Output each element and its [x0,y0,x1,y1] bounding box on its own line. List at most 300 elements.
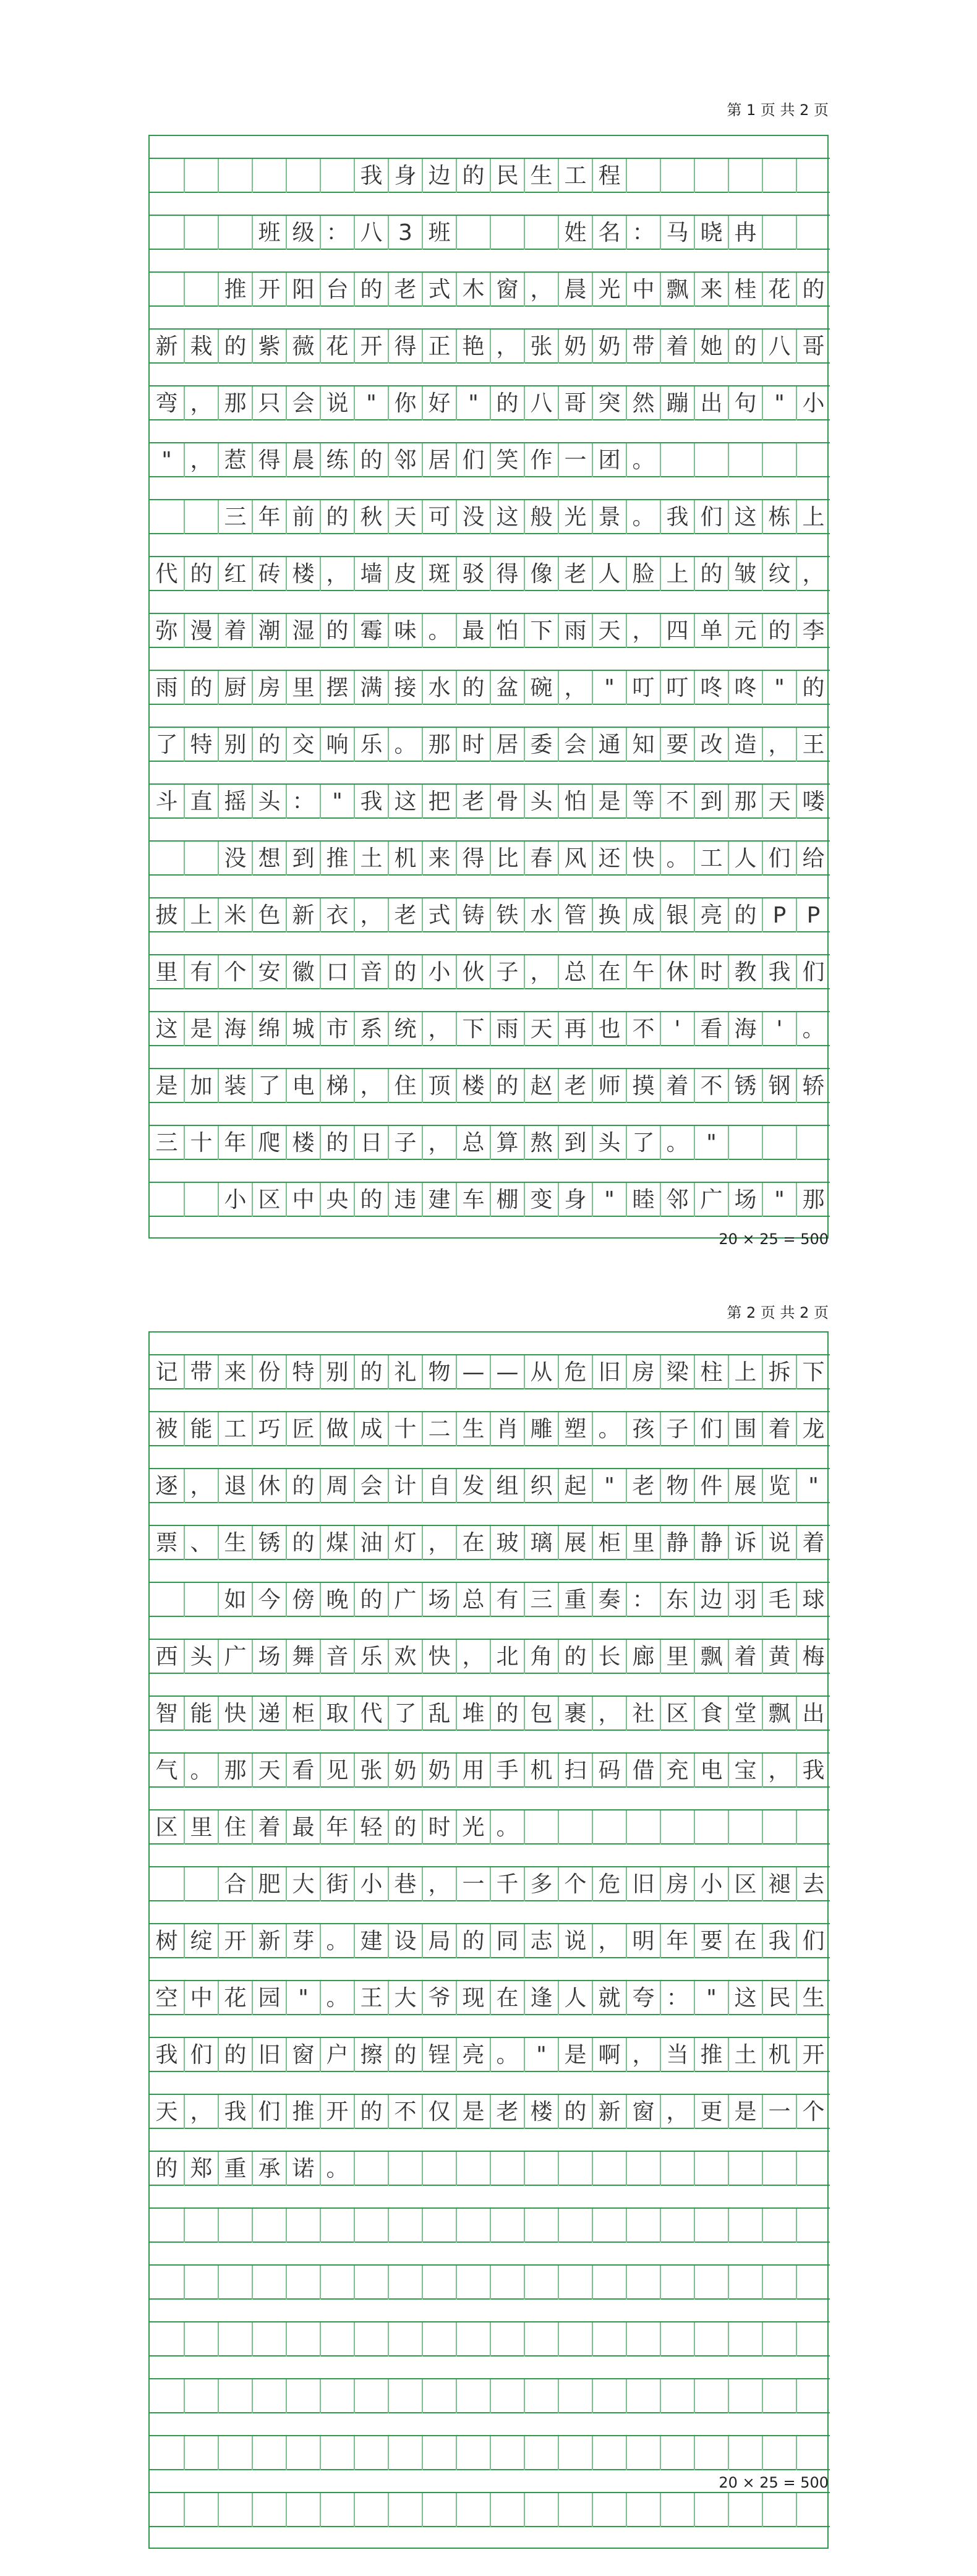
grid-cell: 熬 [524,1126,558,1160]
grid-cell [762,2322,796,2356]
grid-cell: 志 [524,1924,558,1958]
grid-cell: 一 [558,443,592,477]
grid-cell: 纹 [762,557,796,591]
grid-cell: 可 [422,500,456,534]
grid-cell: " [762,671,796,705]
grid-cell: 是 [184,1012,218,1046]
grid-cell: 欢 [388,1640,422,1674]
grid-cell: ， [422,1526,456,1560]
grid-cell: 上 [660,557,694,591]
grid-cell [660,443,694,477]
grid-cell: 场 [728,1183,762,1217]
grid-cell: 总 [456,1126,490,1160]
grid-cell: 四 [660,614,694,648]
grid-cell: 乱 [422,1697,456,1731]
grid-cell [456,2493,490,2527]
grid-cell: ， [626,2038,660,2072]
grid-cell [184,159,218,193]
grid-cell: 们 [796,955,830,989]
grid-cell: 出 [694,386,728,420]
grid-cell: 顶 [422,1069,456,1103]
grid-cell: 这 [490,500,524,534]
grid-cell [796,2209,830,2243]
grid-cell: 的 [388,2038,422,2072]
grid-cell: 等 [626,785,660,819]
grid-cell: " [354,386,388,420]
grid-cell: 、 [184,1526,218,1560]
grid-cell [796,1810,830,1845]
grid-cell: 天 [388,500,422,534]
grid-cell: 的 [184,671,218,705]
grid-cell [762,443,796,477]
grid-cell: 设 [388,1924,422,1958]
grid-cell: " [694,1981,728,2015]
grid-cell: 场 [252,1640,286,1674]
grid-cell: 工 [694,842,728,876]
grid-cell: 咚 [694,671,728,705]
grid-cell: 区 [252,1183,286,1217]
grid-cell [490,216,524,250]
grid-cell: 自 [422,1469,456,1503]
grid-cell: 发 [456,1469,490,1503]
grid-cell: 的 [354,2095,388,2129]
grid-cell: ， [626,614,660,648]
grid-cell: 承 [252,2152,286,2186]
grid-cell: 老 [388,273,422,307]
grid-cell: 了 [626,1126,660,1160]
grid-row [150,1583,830,1617]
grid-cell: 雕 [524,1412,558,1446]
grid-cell: 再 [558,1012,592,1046]
grid-cell [558,2379,592,2413]
grid-cell: 人 [592,557,626,591]
grid-cell: 电 [286,1069,320,1103]
grid-cell: 气 [155,1757,178,1783]
grid-cell: 口 [320,955,354,989]
grid-cell [694,2379,728,2413]
grid-cell: 礼 [388,1355,422,1389]
grid-cell [796,2493,830,2527]
page-footer: 20 × 25 = 500 [719,2474,829,2491]
grid-cell: 赵 [524,1069,558,1103]
grid-cell: 老 [626,1469,660,1503]
grid-cell: 东 [660,1583,694,1617]
grid-cell: 老 [456,785,490,819]
grid-cell: 头 [184,1640,218,1674]
grid-cell: 个 [796,2095,830,2129]
grid-cell: 民 [762,1981,796,2015]
grid-cell: 弥 [155,618,178,644]
grid-cell: 推 [320,842,354,876]
grid-cell: 三 [524,1583,558,1617]
grid-row [150,955,830,989]
grid-cell: 一 [762,2095,796,2129]
grid-cell: 也 [592,1012,626,1046]
grid-cell: ： [660,1981,694,2015]
grid-cell: 开 [796,2038,830,2072]
grid-cell: 她 [694,330,728,364]
grid-cell: 绽 [184,1924,218,1958]
grid-cell: 现 [456,1981,490,2015]
grid-cell: " [161,447,172,473]
grid-cell: 重 [558,1583,592,1617]
grid-row [150,1640,830,1674]
grid-cell [524,2152,558,2186]
grid-cell: 着 [762,1412,796,1446]
grid-cell: 响 [320,728,354,762]
grid-cell: 擦 [354,2038,388,2072]
grid-cell: 。 [490,2038,524,2072]
grid-cell [320,2209,354,2243]
grid-cell: 的 [218,2038,252,2072]
grid-cell: 霉 [354,614,388,648]
grid-cell: 棚 [490,1183,524,1217]
grid-row [150,728,830,762]
grid-cell [218,159,252,193]
grid-cell [694,2493,728,2527]
grid-cell [524,2379,558,2413]
grid-cell: 带 [184,1355,218,1389]
grid-cell: 窗 [286,2038,320,2072]
grid-cell: 巧 [252,1412,286,1446]
grid-cell: 碗 [524,671,558,705]
grid-cell: " [762,386,796,420]
grid-cell [728,2322,762,2356]
grid-cell: 奏 [592,1583,626,1617]
grid-cell: 天 [252,1754,286,1788]
grid-cell: 光 [592,273,626,307]
grid-cell: 般 [524,500,558,534]
composition-grid [148,1331,829,2549]
page-header: 第 2 页 共 2 页 [727,1304,829,1321]
grid-cell: 里 [626,1526,660,1560]
grid-cell: 计 [388,1469,422,1503]
grid-cell: 摇 [218,785,252,819]
grid-cell [286,2322,320,2356]
grid-cell: 音 [320,1640,354,1674]
grid-cell [796,2152,830,2186]
grid-cell: 元 [728,614,762,648]
grid-cell [286,2266,320,2300]
grid-cell: 前 [286,500,320,534]
grid-cell [252,2379,286,2413]
grid-cell: 边 [694,1583,728,1617]
grid-cell: 练 [320,443,354,477]
grid-cell: 快 [218,1697,252,1731]
grid-cell: 车 [456,1183,490,1217]
grid-cell: 那 [218,1754,252,1788]
grid-cell: ： [626,1583,660,1617]
grid-cell: " [592,671,626,705]
grid-cell: 梅 [796,1640,830,1674]
grid-cell: 栽 [184,330,218,364]
grid-cell: 交 [286,728,320,762]
grid-cell: " [524,2038,558,2072]
grid-cell: 的 [456,1924,490,1958]
grid-cell: 树 [155,1928,178,1954]
grid-cell: 户 [320,2038,354,2072]
grid-cell: 油 [354,1526,388,1560]
grid-row [150,2379,830,2413]
grid-cell: 中 [626,273,660,307]
grid-cell [150,2209,184,2243]
grid-cell: 煤 [320,1526,354,1560]
grid-cell: 街 [320,1867,354,1901]
grid-cell [660,2436,694,2470]
grid-cell: 天 [592,614,626,648]
grid-cell [422,2266,456,2300]
grid-cell [184,2436,218,2470]
grid-row [150,2209,830,2243]
grid-row [150,898,830,932]
grid-cell: 不 [626,1012,660,1046]
grid-cell: 着 [660,1069,694,1103]
grid-cell: 像 [524,557,558,591]
grid-cell: 机 [524,1754,558,1788]
grid-cell [762,2379,796,2413]
grid-cell: 建 [354,1924,388,1958]
grid-cell: 。 [660,842,694,876]
grid-cell: 开 [354,330,388,364]
grid-cell [252,2209,286,2243]
grid-cell: 做 [320,1412,354,1446]
grid-cell: 居 [422,443,456,477]
grid-cell: 特 [184,728,218,762]
grid-cell: 。 [660,1126,694,1160]
page-footer: 20 × 25 = 500 [719,1230,829,1248]
grid-cell: 的 [286,1526,320,1560]
grid-cell: 午 [626,955,660,989]
grid-cell [796,443,830,477]
grid-cell [694,2152,728,2186]
grid-cell: 逐 [155,1473,178,1499]
grid-cell: 人 [728,842,762,876]
grid-cell: ， [354,1069,388,1103]
grid-cell: 里 [155,959,178,985]
grid-cell: 份 [252,1355,286,1389]
grid-cell: ， [184,2095,218,2129]
grid-row [150,1069,830,1103]
grid-cell: 艳 [456,330,490,364]
grid-cell [150,2493,184,2527]
grid-cell: 晨 [286,443,320,477]
grid-cell: 推 [694,2038,728,2072]
grid-cell: 笑 [490,443,524,477]
grid-cell: 三 [155,1130,178,1156]
grid-cell: 小 [354,1867,388,1901]
grid-cell: 那 [422,728,456,762]
grid-cell [320,2266,354,2300]
grid-cell: 的 [320,614,354,648]
grid-cell: 住 [388,1069,422,1103]
grid-cell: 的 [456,159,490,193]
grid-cell: 我 [762,1924,796,1958]
grid-cell: 春 [524,842,558,876]
grid-cell: 会 [354,1469,388,1503]
grid-cell [388,2152,422,2186]
grid-cell: 紫 [252,330,286,364]
grid-cell: 徽 [286,955,320,989]
grid-cell: 的 [490,1697,524,1731]
grid-cell [626,2493,660,2527]
grid-cell: 新 [592,2095,626,2129]
grid-cell: 快 [626,842,660,876]
grid-cell: 要 [694,1924,728,1958]
grid-cell: 水 [524,898,558,932]
grid-cell: 八 [762,330,796,364]
grid-cell [286,2209,320,2243]
grid-cell: ' [660,1012,694,1046]
grid-cell [762,216,796,250]
grid-cell: 。 [626,500,660,534]
grid-cell [320,159,354,193]
grid-cell [728,2379,762,2413]
grid-cell: 着 [796,1526,830,1560]
grid-cell: 把 [422,785,456,819]
grid-cell: 们 [184,2038,218,2072]
grid-cell: 的 [558,1640,592,1674]
grid-cell [150,1583,184,1617]
grid-cell: 想 [252,842,286,876]
grid-cell: 亮 [456,2038,490,2072]
grid-cell [694,1810,728,1845]
grid-cell: 的 [354,443,388,477]
grid-cell [184,2379,218,2413]
grid-cell [660,159,694,193]
grid-cell: 围 [728,1412,762,1446]
grid-cell: 的 [354,1355,388,1389]
grid-cell [388,2266,422,2300]
grid-cell: 了 [388,1697,422,1731]
grid-cell [286,2379,320,2413]
grid-cell: 晨 [558,273,592,307]
grid-cell: 突 [592,386,626,420]
grid-cell: 起 [558,1469,592,1503]
grid-cell [694,443,728,477]
grid-cell: 风 [558,842,592,876]
grid-cell: 推 [218,273,252,307]
grid-cell [150,1867,184,1901]
grid-cell: 楼 [286,557,320,591]
grid-cell: 式 [422,273,456,307]
grid-cell: 角 [524,1640,558,1674]
grid-cell: 房 [252,671,286,705]
grid-cell: 楼 [524,2095,558,2129]
grid-cell: 扫 [558,1754,592,1788]
grid-cell: 漫 [184,614,218,648]
grid-cell: 成 [626,898,660,932]
grid-cell [150,2266,184,2300]
grid-cell: 到 [286,842,320,876]
grid-cell [388,2322,422,2356]
grid-cell: 米 [218,898,252,932]
grid-cell: 伙 [456,955,490,989]
grid-cell [252,2266,286,2300]
grid-cell: 铸 [456,898,490,932]
grid-cell [694,159,728,193]
grid-cell: 正 [422,330,456,364]
grid-cell: 带 [626,330,660,364]
grid-cell: 递 [252,1697,286,1731]
grid-cell: 孩 [626,1412,660,1446]
grid-cell: ， [354,898,388,932]
grid-cell: 静 [660,1526,694,1560]
grid-cell [422,2322,456,2356]
grid-cell: 土 [354,842,388,876]
grid-cell: 这 [155,1016,178,1042]
grid-cell [184,2266,218,2300]
grid-cell: 最 [286,1810,320,1845]
grid-cell: 代 [155,561,178,587]
grid-cell: 马 [660,216,694,250]
grid-cell: ， [456,1640,490,1674]
grid-cell: 舞 [286,1640,320,1674]
grid-row [150,2266,830,2300]
grid-cell: 我 [796,1754,830,1788]
grid-cell [184,1583,218,1617]
grid-cell: 来 [218,1355,252,1389]
grid-cell: 不 [388,2095,422,2129]
grid-row [150,1012,830,1046]
grid-cell [150,2436,184,2470]
grid-cell: 景 [592,500,626,534]
grid-cell: 的 [320,1126,354,1160]
grid-cell: 市 [320,1012,354,1046]
grid-cell [388,2436,422,2470]
grid-cell: 式 [422,898,456,932]
grid-cell: 好 [422,386,456,420]
grid-cell: 堆 [456,1697,490,1731]
grid-cell: 们 [456,443,490,477]
grid-cell: 亮 [694,898,728,932]
grid-cell: 开 [252,273,286,307]
grid-cell [558,1810,592,1845]
grid-cell: 代 [354,1697,388,1731]
grid-cell: 班 [252,216,286,250]
grid-cell: 工 [558,159,592,193]
grid-cell: 3 [388,216,422,250]
grid-cell: 退 [218,1469,252,1503]
grid-cell: ， [592,1697,626,1731]
grid-cell: 玻 [490,1526,524,1560]
grid-cell [558,2493,592,2527]
grid-cell: ： [626,216,660,250]
grid-cell: 光 [456,1810,490,1845]
grid-cell: 一 [456,1867,490,1901]
grid-cell [796,216,830,250]
grid-cell [558,2436,592,2470]
grid-cell: 用 [456,1754,490,1788]
grid-cell: 们 [252,2095,286,2129]
grid-cell [524,2493,558,2527]
grid-cell: 柱 [694,1355,728,1389]
grid-cell: 合 [218,1867,252,1901]
grid-cell: 色 [252,898,286,932]
grid-cell: 毛 [762,1583,796,1617]
grid-cell [150,2379,184,2413]
grid-cell: 傍 [286,1583,320,1617]
grid-cell: 到 [694,785,728,819]
grid-cell: 堂 [728,1697,762,1731]
grid-cell: 人 [558,1981,592,2015]
grid-cell: 斗 [155,788,178,814]
grid-row [150,1924,830,1958]
grid-cell: ， [558,671,592,705]
grid-cell: 下 [524,614,558,648]
grid-cell: 是 [456,2095,490,2129]
grid-row [150,216,830,250]
grid-cell: 会 [558,728,592,762]
